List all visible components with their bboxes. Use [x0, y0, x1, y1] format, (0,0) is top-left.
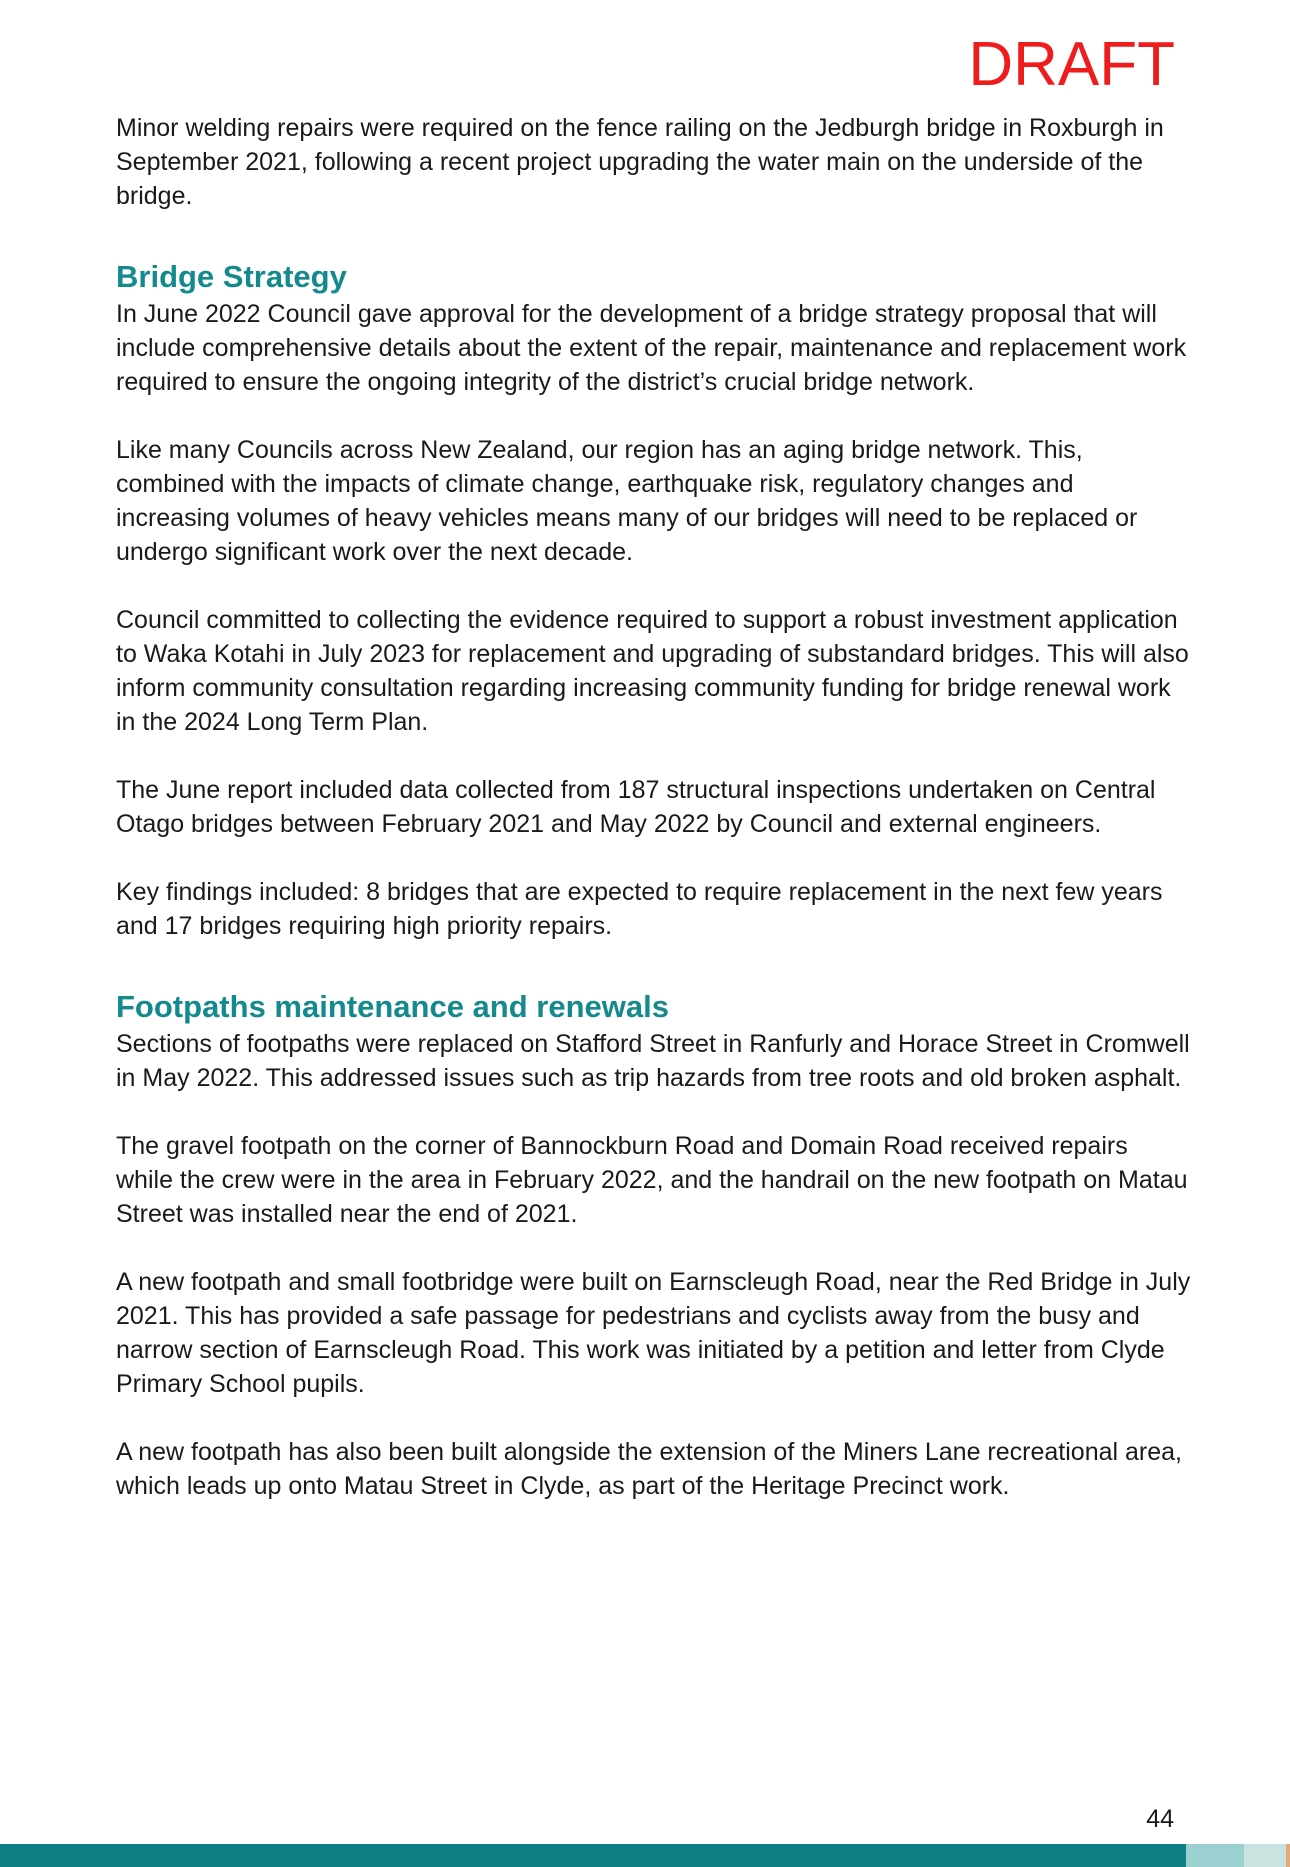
- draft-watermark: DRAFT: [968, 30, 1175, 99]
- paragraph-gap: [116, 1095, 1191, 1129]
- footpaths-paragraph: A new footpath and small footbridge were built on Earnscleugh Road, near the Red Bridge in July 2021. This has provided a safe passage for pedestrians and cyclists away from the busy and narrow section of Earnscleugh Road. This work was initiated by a petition and letter from Clyde Primary School pupils.: [116, 1268, 1191, 1398]
- paragraph-gap: [116, 569, 1191, 603]
- section-heading-footpaths: Footpaths maintenance and renewals: [116, 989, 669, 1024]
- bridge-paragraph: Key findings included: 8 bridges that are expected to require replacement in the next few years and 17 bridges requiring high priority repairs.: [116, 878, 1163, 940]
- paragraph-gap: [116, 739, 1191, 773]
- bridge-paragraph: In June 2022 Council gave approval for the development of a bridge strategy proposal that will include comprehensive details about the extent of the repair, maintenance and replacement work required to ensure the ongoing integrity of the district’s crucial bridge network.: [116, 300, 1187, 396]
- footpaths-paragraph: A new footpath has also been built alongside the extension of the Miners Lane recreational area, which leads up onto Matau Street in Clyde, as part of the Heritage Precinct work.: [116, 1438, 1182, 1500]
- page-number: 44: [1146, 1805, 1174, 1833]
- footer-bar: [0, 1844, 1290, 1867]
- paragraph-gap: [116, 841, 1191, 875]
- paragraph-gap: [116, 1231, 1191, 1265]
- footer-accent-block-light: [1244, 1844, 1290, 1867]
- section-heading-bridge-strategy: Bridge Strategy: [116, 259, 347, 294]
- footer-edge-stripe: [1286, 1844, 1290, 1867]
- document-body: [116, 111, 1191, 1503]
- bridge-paragraph: Council committed to collecting the evidence required to support a robust investment application to Waka Kotahi in July 2023 for replacement and upgrading of substandard bridges. This will also inform community consultation regarding increasing community funding for bridge renewal work in the 2024 Long Term Plan.: [116, 606, 1189, 736]
- footpaths-paragraph: The gravel footpath on the corner of Bannockburn Road and Domain Road received repairs while the crew were in the area in February 2022, and the handrail on the new footpath on Matau Street was installed near the end of 2021.: [116, 1132, 1188, 1228]
- footer-accent-block: [1186, 1844, 1244, 1867]
- bridge-paragraph: Like many Councils across New Zealand, our region has an aging bridge network. This, combined with the impacts of climate change, earthquake risk, regulatory changes and increasing volumes of heavy vehicles means many of our bridges will need to be replaced or undergo significant work over the next decade.: [116, 436, 1138, 566]
- footpaths-paragraph: Sections of footpaths were replaced on Stafford Street in Ranfurly and Horace Street in Cromwell in May 2022. This addressed issues such as trip hazards from tree roots and old broken asphalt.: [116, 1030, 1190, 1092]
- bridge-paragraph: The June report included data collected from 187 structural inspections undertaken on Central Otago bridges between February 2021 and May 2022 by Council and external engineers.: [116, 776, 1156, 838]
- intro-paragraph: Minor welding repairs were required on the fence railing on the Jedburgh bridge in Roxburgh in September 2021, following a recent project upgrading the water main on the underside of the bridge.: [116, 114, 1164, 210]
- paragraph-gap: [116, 399, 1191, 433]
- paragraph-gap: [116, 1401, 1191, 1435]
